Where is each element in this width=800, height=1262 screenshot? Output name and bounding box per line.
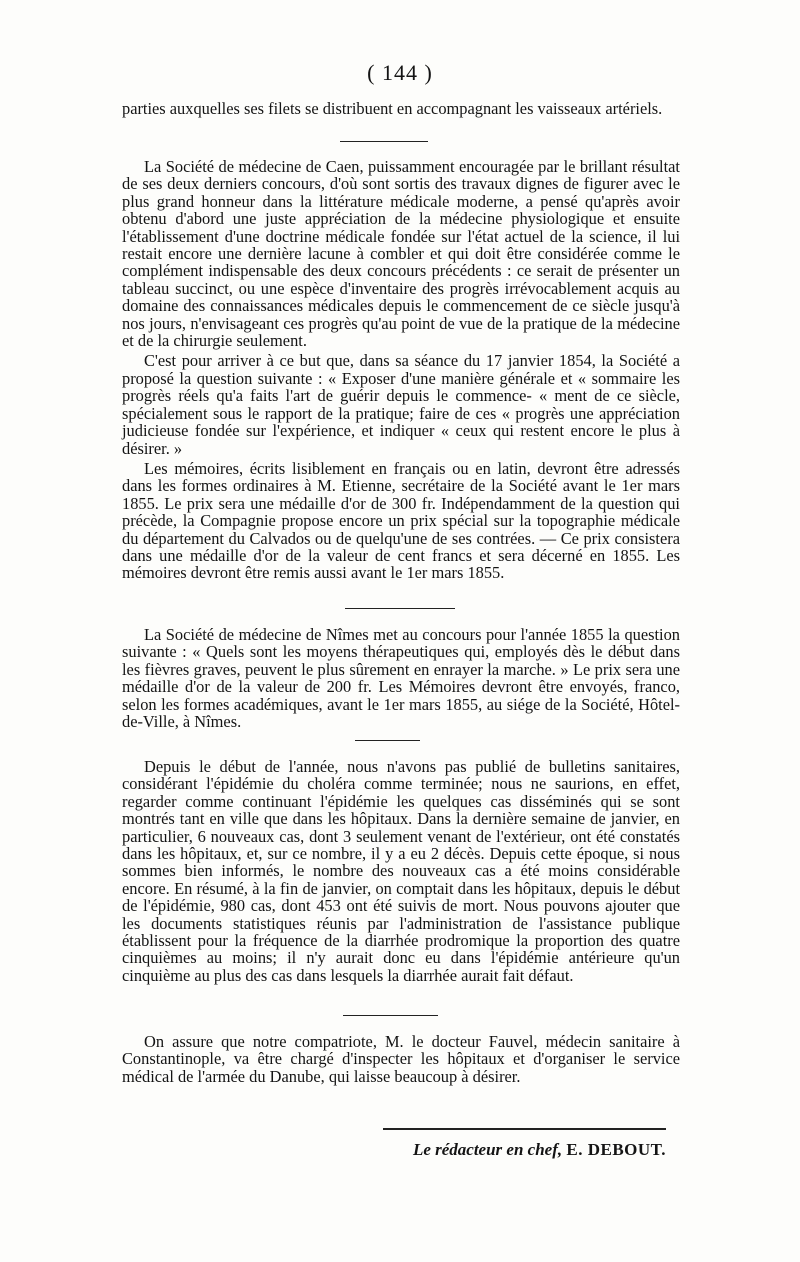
nimes-paragraph: La Société de médecine de Nîmes met au concours pour l'année 1855 la question suivante : « Quels sont les moyens thérapeutiques qui, employés dès le début dans les fièvres graves, peuvent le plus sûrement en enrayer la marche. » Le prix sera une médaille d'or de la valeur de 200 fr. Les Mémoires devront être envoyés, franco, selon les formes académiques, avant le 1er mars 1855, au siége de la Société, Hôtel-de-Ville, à Nîmes. — [122, 625, 680, 732]
signature-role: Le rédacteur en chef, — [412, 1140, 563, 1159]
continuation-text: parties auxquelles ses filets se distribuent en accompagnant les vaisseaux artériels. — [122, 99, 663, 118]
cholera-paragraph: Depuis le début de l'année, nous n'avons pas publié de bulletins sanitaires, considérant l'épidémie du choléra comme terminée; nous ne saurions, en effet, regarder comme continuant l'épidémie les quelques cas disséminés qui se sont montrés tant en ville que dans les hôpitaux. Dans la dernière semaine de janvier, en particulier, 6 nouveaux cas, dont 3 seulement venant de l'extérieur, ont été constatés dans les hôpitaux, et, sur ce nombre, il y a eu 2 décès. Depuis cette époque, si nous sommes bien informés, le nombre des nouveaux cas a été moins considérable encore. En résumé, à la fin de janvier, on comptait dans les hôpitaux, depuis le début de l'épidémie, 980 cas, dont 453 ont été suivis de mort. Nous pouvons ajouter que les documents statistiques réunis par l'administration de l'assistance publique établissent pour la fréquence de la diarrhée prodromique la proportion des quatre cinquièmes au moins; il n'y aurait donc eu dans l'épidémie antérieure qu'un cinquième au plus des cas dans lesquels la diarrhée aurait fait défaut. — [122, 757, 680, 985]
signature-rule — [383, 1128, 666, 1130]
fauvel-section — [122, 1033, 680, 1085]
signature — [400, 1140, 666, 1160]
nimes-section — [122, 626, 680, 730]
fauvel-paragraph: On assure que notre compatriote, M. le docteur Fauvel, médecin sanitaire à Constantinople, va être chargé d'inspecter les hôpitaux et d'organiser le service médical de l'armée du Danube, qui laisse beaucoup à désirer. — [122, 1032, 680, 1086]
continuation-paragraph — [122, 100, 680, 117]
section-separator — [340, 141, 428, 142]
section-separator — [345, 608, 455, 609]
caen-paragraph-3: Les mémoires, écrits lisiblement en français ou en latin, devront être adressés dans les formes ordinaires à M. Etienne, secrétaire de la Société avant le 1er mars 1855. Le prix sera une médaille d'or de 300 fr. Indépendamment de la question qui précède, la Compagnie propose encore un prix spécial sur la topographie médicale du département du Calvados ou de quelqu'une de ses contrées. — Ce prix consistera dans une médaille d'or de la valeur de cent francs et sera décerné en 1855. Les mémoires devront être remis aussi avant le 1er mars 1855. — [122, 458, 680, 583]
section-separator — [343, 1015, 438, 1016]
section-separator — [355, 740, 420, 741]
caen-paragraph-1: La Société de médecine de Caen, puissamment encouragée par le brillant résultat de ses deux derniers concours, d'où sont sortis des travaux dignes de figurer avec le plus grand honneur dans la littérature médicale moderne, a pensé qu'après avoir obtenu d'abord une juste appréciation de la médecine physiologique et ensuite l'établissement d'une doctrine médicale fondée sur l'état actuel de la science, il lui restait encore une dernière lacune à combler et qui doit être considérée comme le complément indispensable des deux concours précédents : ce serait de présenter un tableau succinct, ou une espèce d'inventaire des progrès irrévocablement acquis au domaine des connaissances médicales depuis le commencement de ce siècle jusqu'à nos jours, n'envisageant ces progrès qu'au point de vue de la pratique de la médecine et de la chirurgie seulement. — [122, 157, 680, 351]
caen-section — [122, 158, 680, 582]
caen-paragraph-2: C'est pour arriver à ce but que, dans sa séance du 17 janvier 1854, la Société a proposé la question suivante : « Exposer d'une manière générale et « sommaire les progrès réels qu'a faits l'art de guérir depuis le commence- « ment de ce siècle, spécialement sous le rapport de la pratique; faire de ces « progrès une appréciation judicieuse fondée sur l'expérience, et indiquer « ceux qui restent encore le plus à désirer. » — [122, 351, 680, 458]
signature-name: E. DEBOUT. — [566, 1140, 666, 1159]
page-number: ( 144 ) — [367, 60, 433, 85]
cholera-section — [122, 758, 680, 984]
